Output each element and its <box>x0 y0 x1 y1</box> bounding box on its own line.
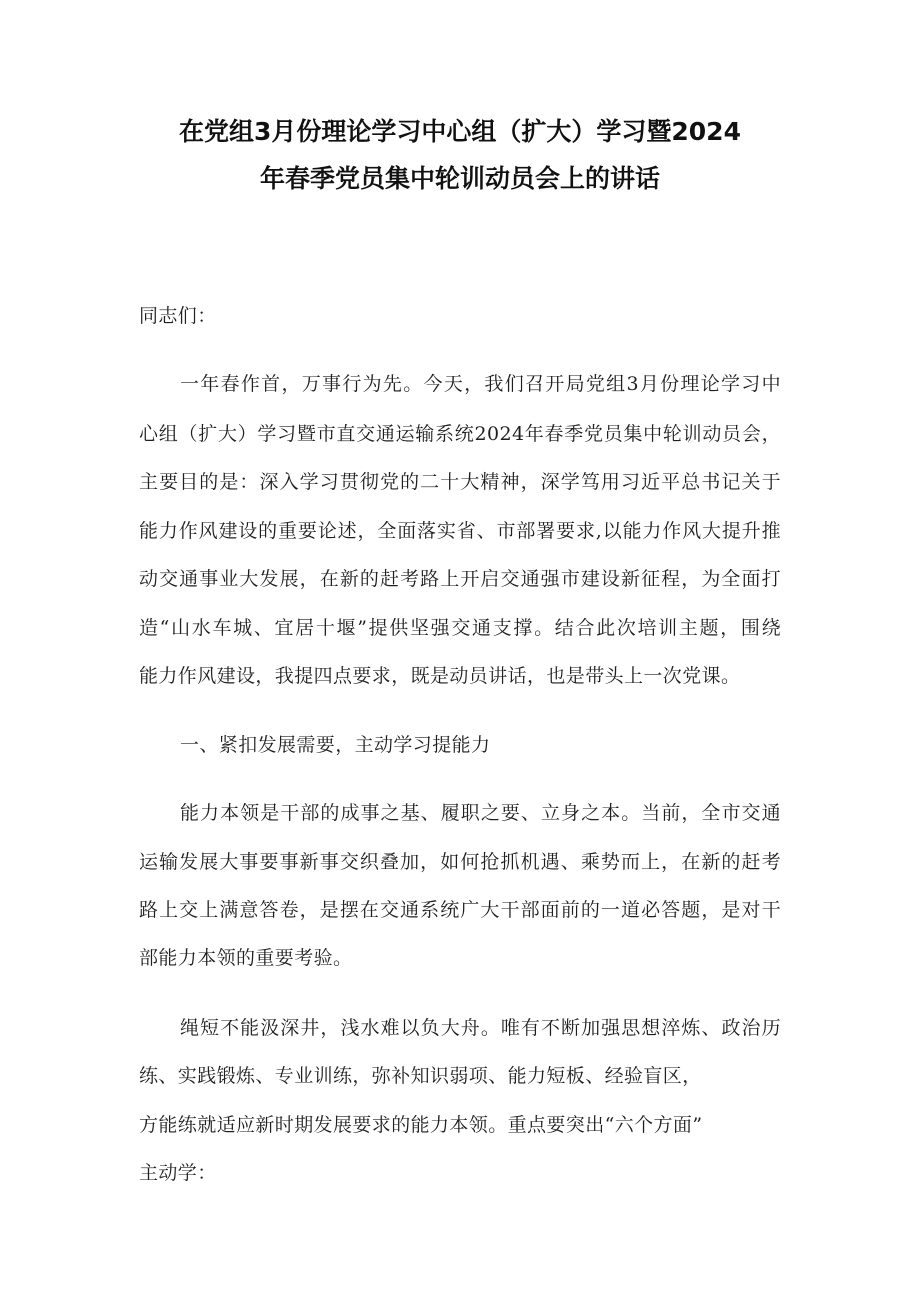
paragraph-1-line: 能力作风建设的重要论述，全面落实省、市部署要求,以能力作风大提升推 <box>139 520 781 542</box>
paragraph-1-line: 主要目的是：深入学习贯彻党的二十大精神，深学笃用习近平总书记关于 <box>139 471 781 493</box>
paragraph-3-line: 主动学： <box>139 1162 217 1184</box>
paragraph-2-line: 运输发展大事要事新事交织叠加，如何抢抓机遇、乘势而上，在新的赶考 <box>139 851 781 873</box>
paragraph-3-line: 绳短不能汲深井，浅水难以负大舟。唯有不断加强思想淬炼、政治历 <box>180 1017 781 1039</box>
paragraph-1-line: 一年春作首，万事行为先。今天，我们召开局党组3月份理论学习中 <box>180 373 781 395</box>
document-title-line-1: 在党组3月份理论学习中心组（扩大）学习暨2024 <box>179 117 741 146</box>
paragraph-2-line: 部能力本领的重要考验。 <box>139 947 353 969</box>
document-title-line-2: 年春季党员集中轮训动员会上的讲话 <box>259 164 660 193</box>
paragraph-3-line: 练、实践锻炼、专业训练，弥补知识弱项、能力短板、经验盲区， <box>139 1065 702 1087</box>
paragraph-2-line: 路上交上满意答卷，是摆在交通系统广大干部面前的一道必答题，是对干 <box>139 899 781 921</box>
paragraph-2-line: 能力本领是干部的成事之基、履职之要、立身之本。当前，全市交通 <box>180 802 781 824</box>
paragraph-1-line: 能力作风建设，我提四点要求，既是动员讲话，也是带头上一次党课。 <box>139 665 741 687</box>
paragraph-3-line: 方能练就适应新时期发展要求的能力本领。重点要突出“六个方面” <box>139 1114 703 1136</box>
section-heading-1: 一、紧扣发展需要，主动学习提能力 <box>180 734 491 756</box>
paragraph-1-line: 心组（扩大）学习暨市直交通运输系统2024年春季党员集中轮训动员会， <box>139 423 781 445</box>
paragraph-1-line: 动交通事业大发展，在新的赶考路上开启交通强市建设新征程，为全面打 <box>139 568 781 590</box>
paragraph-1-line: 造“山水车城、宜居十堰”提供坚强交通支撑。结合此次培训主题，围绕 <box>139 617 781 639</box>
salutation: 同志们： <box>139 305 217 327</box>
